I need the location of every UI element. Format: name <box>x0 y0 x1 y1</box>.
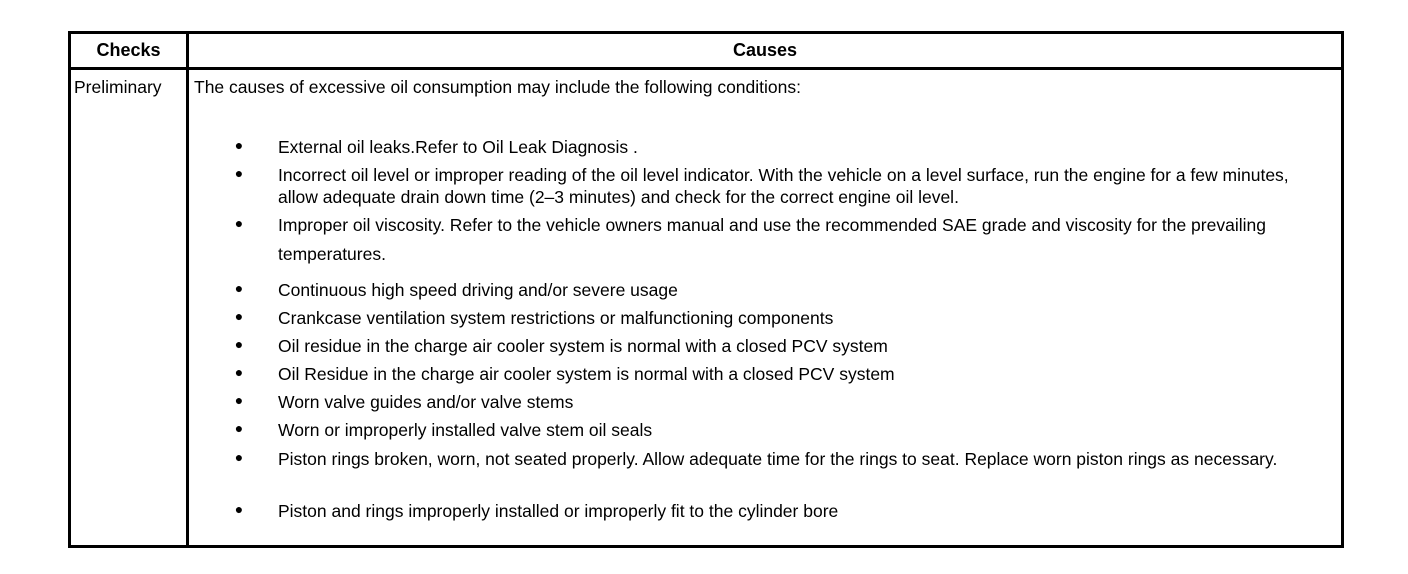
bullet-icon: ● <box>234 420 244 436</box>
bullet-icon: ● <box>234 308 244 324</box>
bullet-icon: ● <box>234 449 244 465</box>
bullet-icon: ● <box>234 501 244 517</box>
cause-text: Oil residue in the charge air cooler system is normal with a closed PCV system <box>278 336 888 356</box>
check-cell-preliminary: Preliminary <box>74 77 162 97</box>
causes-intro: The causes of excessive oil consumption may include the following conditions: <box>194 77 801 97</box>
cause-text: Incorrect oil level or improper reading of the oil level indicator. With the vehicle on a level surface, run the engine for a few minutes, allow adequate drain down time (2–3 minutes) and check for the correct engine oil level. <box>278 165 1289 207</box>
bullet-icon: ● <box>234 336 244 352</box>
header-checks: Checks <box>96 40 161 60</box>
cause-text: Worn valve guides and/or valve stems <box>278 392 574 412</box>
diagnostic-table <box>68 31 1344 548</box>
cause-text: External oil leaks.Refer to Oil Leak Diagnosis . <box>278 137 638 157</box>
cause-text: Piston rings broken, worn, not seated properly. Allow adequate time for the rings to seat. Replace worn piston rings as necessary. <box>278 449 1278 469</box>
bullet-icon: ● <box>234 215 244 231</box>
bullet-icon: ● <box>234 165 244 181</box>
table-header-row <box>71 34 1341 70</box>
causes-cell <box>189 70 1341 545</box>
bullet-icon: ● <box>234 392 244 408</box>
bullet-icon: ● <box>234 280 244 296</box>
cause-text: Worn or improperly installed valve stem oil seals <box>278 420 653 440</box>
bullet-icon: ● <box>234 364 244 380</box>
cause-text: Oil Residue in the charge air cooler system is normal with a closed PCV system <box>278 364 895 384</box>
cause-text: Improper oil viscosity. Refer to the vehicle owners manual and use the recommended SAE grade and viscosity for the prevailing temperatures. <box>278 215 1266 264</box>
cause-text: Continuous high speed driving and/or severe usage <box>278 280 678 300</box>
cause-text: Piston and rings improperly installed or improperly fit to the cylinder bore <box>278 501 839 521</box>
cause-text: Crankcase ventilation system restrictions or malfunctioning components <box>278 308 834 328</box>
bullet-icon: ● <box>234 137 244 153</box>
header-causes: Causes <box>732 40 798 60</box>
